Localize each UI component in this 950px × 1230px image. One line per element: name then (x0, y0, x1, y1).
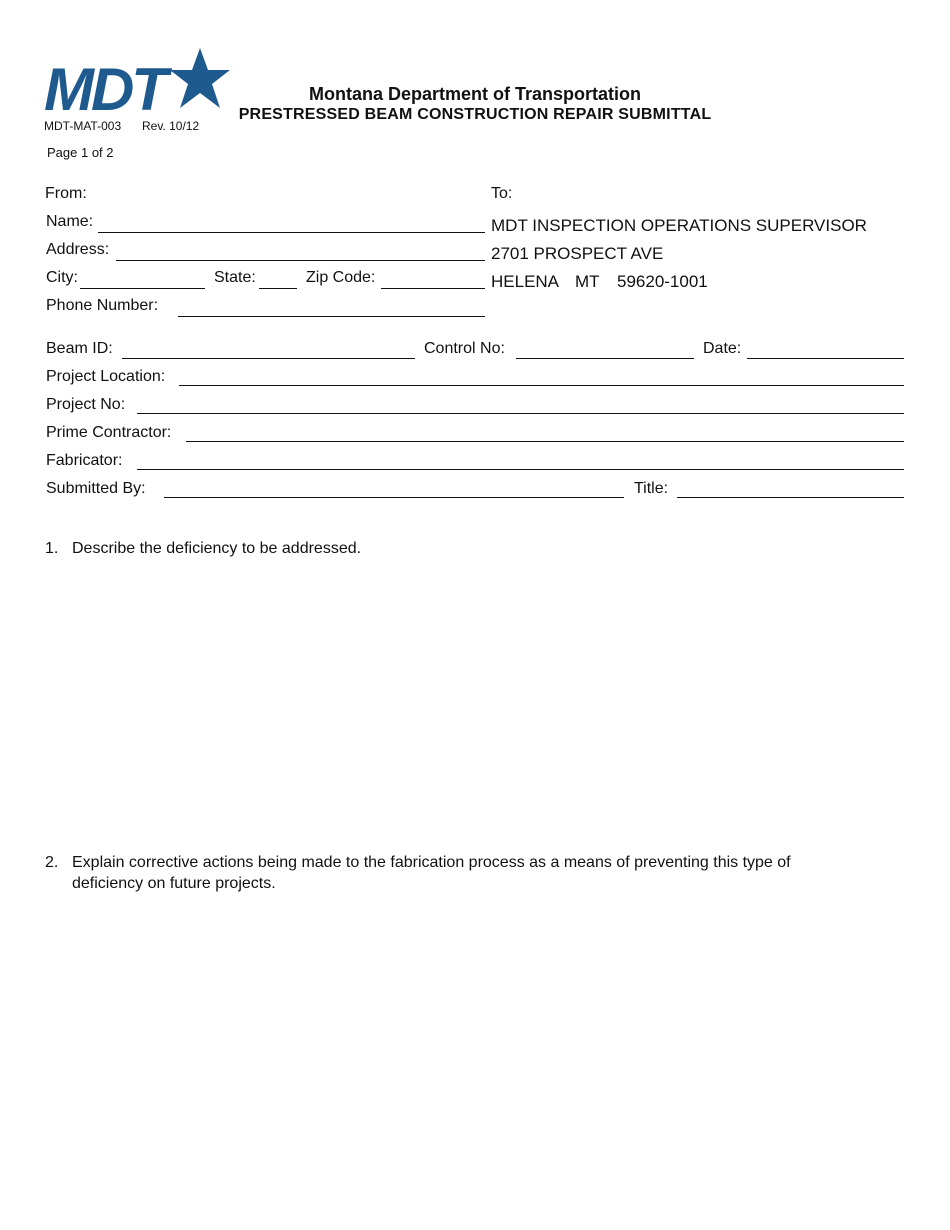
name-label: Name: (46, 213, 94, 230)
page-number: Page 1 of 2 (47, 145, 114, 160)
fabricator-label: Fabricator: (46, 452, 123, 469)
to-zip: 59620-1001 (617, 272, 708, 291)
project-no-label: Project No: (46, 396, 126, 413)
zip-field[interactable] (381, 288, 485, 289)
address-label: Address: (46, 241, 110, 258)
date-field[interactable] (747, 358, 904, 359)
from-label: From: (45, 185, 87, 202)
name-field[interactable] (98, 232, 485, 233)
question-1-text: Describe the deficiency to be addressed. (72, 540, 362, 557)
date-label: Date: (703, 340, 742, 357)
city-label: City: (46, 269, 78, 286)
phone-field[interactable] (178, 316, 485, 317)
to-label: To: (491, 185, 513, 202)
project-no-field[interactable] (137, 413, 904, 414)
question-2-answer-area[interactable] (45, 905, 905, 1195)
city-field[interactable] (80, 288, 205, 289)
question-2-text-line2: deficiency on future projects. (72, 875, 276, 892)
fabricator-field[interactable] (137, 469, 904, 470)
prime-contractor-field[interactable] (186, 441, 904, 442)
control-no-field[interactable] (516, 358, 694, 359)
form-code: MDT-MAT-003 (44, 119, 122, 133)
form-revision: Rev. 10/12 (142, 119, 200, 133)
submitted-by-label: Submitted By: (46, 480, 146, 497)
question-1-number: 1. (45, 540, 59, 557)
mdt-logo-text: MDT (44, 56, 165, 118)
question-2-text-line1: Explain corrective actions being made to the fabrication process as a means of preventing this type of (72, 854, 791, 871)
state-field[interactable] (259, 288, 297, 289)
project-location-field[interactable] (179, 385, 904, 386)
address-field[interactable] (116, 260, 485, 261)
agency-title: Montana Department of Transportation (308, 84, 641, 104)
state-label: State: (214, 269, 256, 286)
control-no-label: Control No: (424, 340, 505, 357)
title-field[interactable] (677, 497, 904, 498)
to-city: HELENA (491, 272, 560, 291)
title-label: Title: (634, 480, 669, 497)
submitted-by-field[interactable] (164, 497, 624, 498)
project-location-label: Project Location: (46, 368, 166, 385)
question-1-answer-area[interactable] (45, 565, 905, 835)
question-2-number: 2. (45, 854, 59, 871)
phone-label: Phone Number: (46, 297, 159, 314)
to-recipient: MDT INSPECTION OPERATIONS SUPERVISOR (491, 216, 867, 235)
zip-label: Zip Code: (306, 269, 376, 286)
to-street: 2701 PROSPECT AVE (491, 244, 664, 263)
beam-id-label: Beam ID: (46, 340, 113, 357)
prime-contractor-label: Prime Contractor: (46, 424, 172, 441)
to-state: MT (575, 272, 600, 291)
form-title: PRESTRESSED BEAM CONSTRUCTION REPAIR SUBMITTAL (238, 106, 712, 123)
beam-id-field[interactable] (122, 358, 415, 359)
